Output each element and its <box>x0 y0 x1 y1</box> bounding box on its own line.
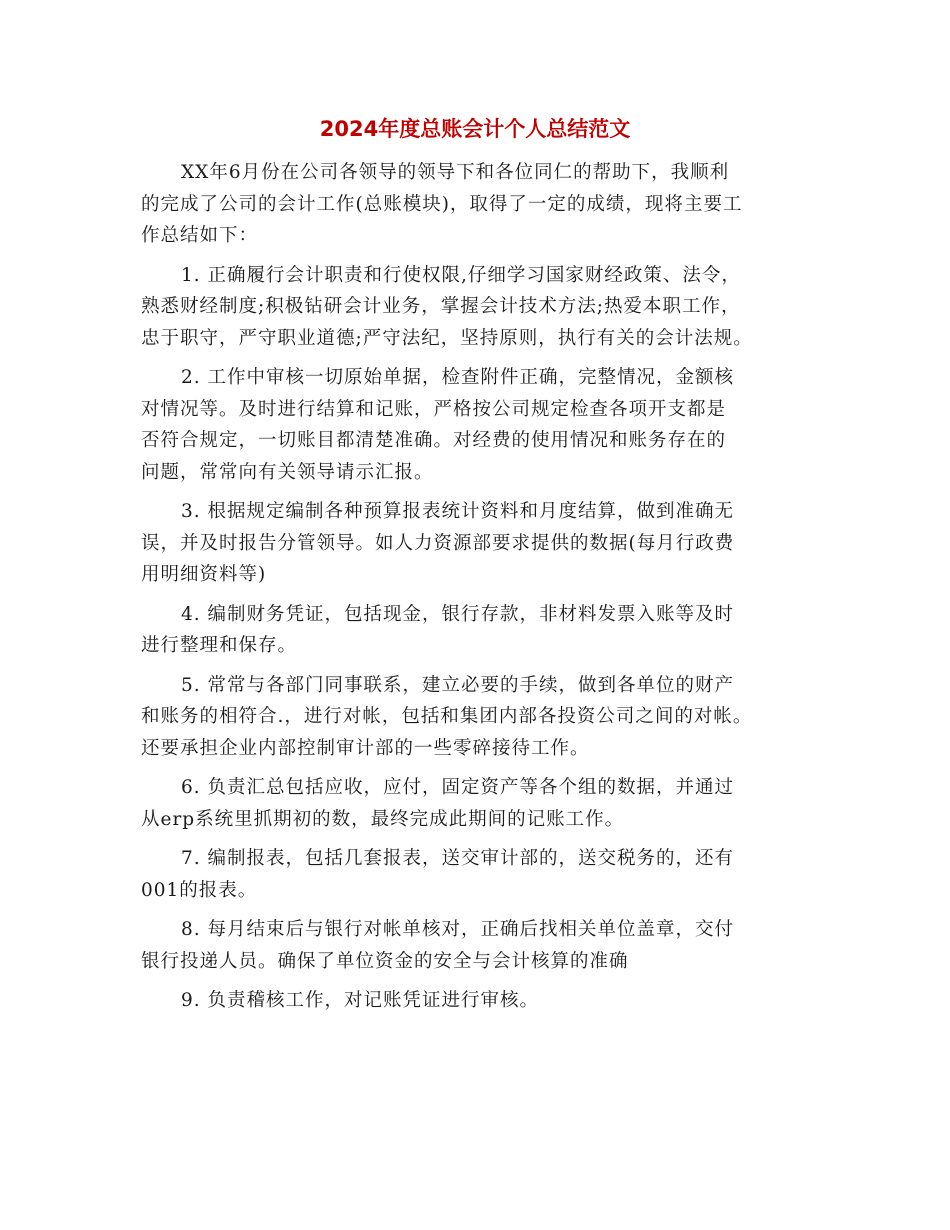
paragraph <box>141 843 821 906</box>
paragraph-line: 对情况等。及时进行结算和记账，严格按公司规定检查各项开支都是 <box>141 398 727 420</box>
paragraph-line: 从erp系统里抓期初的数，最终完成此期间的记账工作。 <box>141 808 625 830</box>
paragraph-line: 8. 每月结束后与银行对帐单核对，正确后找相关单位盖章，交付 <box>181 919 735 940</box>
paragraph <box>141 362 821 488</box>
paragraph <box>141 260 821 355</box>
paragraph-line: 7. 编制报表，包括几套报表，送交审计部的，送交税务的，还有 <box>181 848 735 869</box>
paragraph-line: 忠于职守，严守职业道德;严守法纪，坚持原则，执行有关的会计法规。 <box>141 327 753 349</box>
paragraph-line: 否符合规定，一切账目都清楚准确。对经费的使用情况和账务存在的 <box>141 430 727 451</box>
paragraph-line: 还要承担企业内部控制审计部的一些零碎接待工作。 <box>141 737 590 759</box>
document-title: 2024年度总账会计个人总结范文 <box>319 117 631 141</box>
paragraph-line: 用明细资料等) <box>141 564 267 585</box>
paragraph-line: 误，并及时报告分管领导。如人力资源部要求提供的数据(每月行政费 <box>141 532 735 554</box>
paragraph <box>141 599 821 662</box>
paragraph-line: 银行投递人员。确保了单位资金的安全与会计核算的准确 <box>141 950 629 972</box>
paragraph-line: 进行整理和保存。 <box>141 635 298 656</box>
paragraph-line: 6. 负责汇总包括应收，应付，固定资产等各个组的数据，并通过 <box>181 777 735 798</box>
paragraph-line: 5. 常常与各部门同事联系，建立必要的手续，做到各单位的财产 <box>181 674 735 696</box>
paragraph-line: 1. 正确履行会计职责和行使权限,仔细学习国家财经政策、法令， <box>181 264 741 286</box>
paragraph-line: 熟悉财经制度;积极钻研会计业务，掌握会计技术方法;热爱本职工作， <box>141 296 741 317</box>
paragraph-line: 2. 工作中审核一切原始单据，检查附件正确，完整情况，金额核 <box>181 367 735 388</box>
paragraph <box>141 157 821 252</box>
paragraph <box>141 670 821 765</box>
paragraph-line: 3. 根据规定编制各种预算报表统计资料和月度结算，做到准确无 <box>181 501 735 522</box>
paragraph-line: 001的报表。 <box>141 879 258 901</box>
paragraph-line: 9. 负责稽核工作，对记账凭证进行审核。 <box>181 990 540 1011</box>
paragraph-line: 和账务的相符合.，进行对帐，包括和集团内部各投资公司之间的对帐。 <box>141 706 753 727</box>
paragraph <box>141 772 821 835</box>
paragraph-line: 的完成了公司的会计工作(总账模块)，取得了一定的成绩，现将主要工 <box>141 193 743 215</box>
paragraph <box>141 496 821 591</box>
document-body <box>141 157 821 1025</box>
paragraph-line: 问题，常常向有关领导请示汇报。 <box>141 461 434 483</box>
paragraph-line: 4. 编制财务凭证，包括现金，银行存款，非材料发票入账等及时 <box>181 603 735 625</box>
paragraph-line: XX年6月份在公司各领导的领导下和各位同仁的帮助下，我顺利 <box>181 162 730 183</box>
paragraph <box>141 914 821 977</box>
paragraph <box>141 985 821 1017</box>
paragraph-line: 作总结如下： <box>141 225 259 246</box>
